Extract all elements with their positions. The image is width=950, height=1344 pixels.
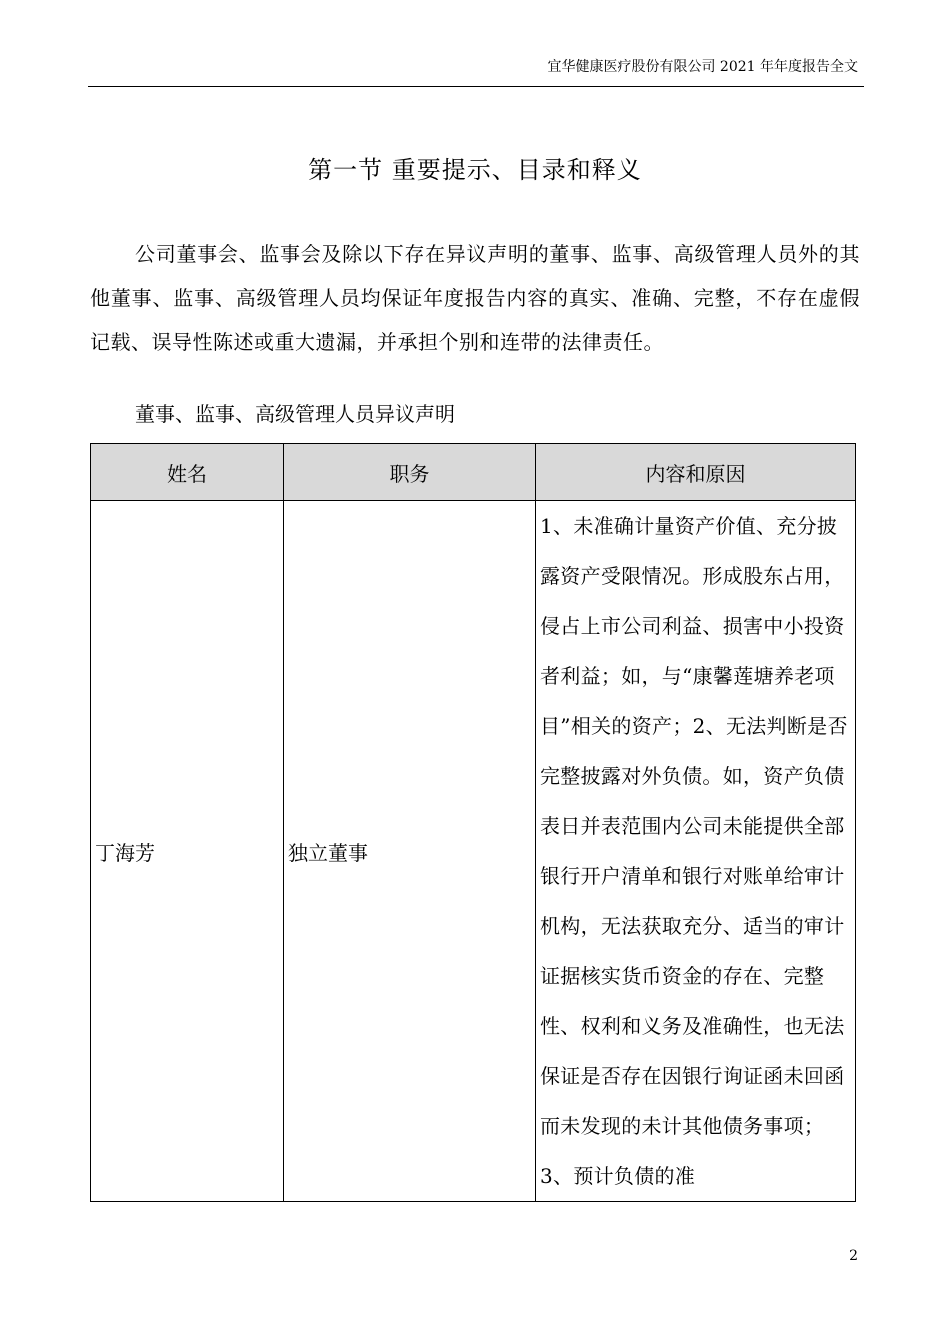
- table-header-row: [91, 444, 856, 501]
- table-caption: 董事、监事、高级管理人员异议声明: [135, 402, 455, 426]
- column-header-position: 职务: [284, 444, 536, 501]
- cell-reason: 1、未准确计量资产价值、充分披露资产受限情况。形成股东占用，侵占上市公司利益、损害中小投资者利益；如，与“康馨莲塘养老项目”相关的资产；2、无法判断是否完整披露对外负债。如，资产负债表日并表范围内公司未能提供全部银行开户清单和银行对账单给审计机构，无法获取充分、适当的审计证据核实货币资金的存在、完整性、权利和义务及准确性，也无法保证是否存在因银行询证函未回函而未发现的未计其他债务事项；3、预计负债的准: [536, 501, 856, 1202]
- table-row: [91, 501, 856, 1202]
- page-number: 2: [849, 1248, 858, 1264]
- section-title: 第一节 重要提示、目录和释义: [308, 156, 642, 184]
- dissent-table: [90, 443, 856, 1202]
- header-divider: [88, 86, 864, 87]
- column-header-reason: 内容和原因: [536, 444, 856, 501]
- column-header-name: 姓名: [91, 444, 284, 501]
- running-header: 宜华健康医疗股份有限公司 2021 年年度报告全文: [547, 59, 858, 75]
- intro-paragraph: 公司董事会、监事会及除以下存在异议声明的董事、监事、高级管理人员外的其他董事、监事、高级管理人员均保证年度报告内容的真实、准确、完整，不存在虚假记载、误导性陈述或重大遗漏，并承担个别和连带的法律责任。: [90, 242, 860, 354]
- cell-name: 丁海芳: [91, 501, 284, 1202]
- cell-position: 独立董事: [284, 501, 536, 1202]
